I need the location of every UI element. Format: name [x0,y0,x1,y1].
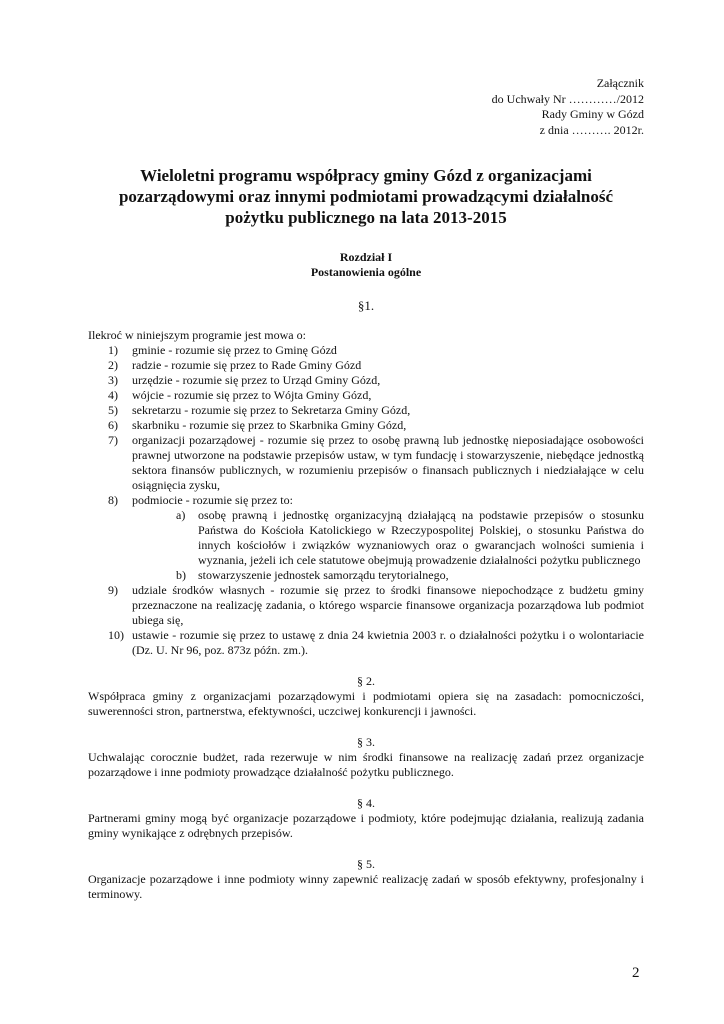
definition-item [88,358,644,373]
section-1-heading: §1. [357,298,375,313]
subitem-text: osobę prawną i jednostkę organizacyjną działającą na podstawie przepisów o stosunku Państwa do Kościoła Katolickiego w Rzeczypospolitej Polskiej, o stosunku Państwa do innych kościołów i związków wyznaniowych oraz o gwarancjach wolności sumienia i wyznania, jeżeli ich cele statutowe obejmują prowadzenie działalności pożytku publicznego [198,508,644,567]
definition-item [88,583,644,628]
item-number: 8) [108,493,118,507]
definition-item [88,433,644,493]
definition-item [88,403,644,418]
section-4-heading: § 4. [357,796,375,810]
item-number: 9) [108,583,118,597]
item-number: 7) [108,433,118,447]
chapter-name: Postanowienia ogólne [310,265,422,279]
page-number: 2 [632,965,640,981]
section-5-text: Organizacje pozarządowe i inne podmioty winny zapewnić realizację zadań w sposób efektywny, profesjonalny i terminowy. [88,872,644,901]
section-2-heading: § 2. [357,674,375,688]
item-number: 1) [108,343,118,357]
definitions-intro: Ilekroć w niniejszym programie jest mowa o: [88,328,306,342]
section-3-text: Uchwalając corocznie budżet, rada rezerwuje w nim środki finansowe na realizację zadań przez organizacje pozarządowe i inne podmioty prowadzące działalność pożytku publicznego. [88,750,644,779]
definition-item [88,388,644,403]
subitem-letter: a) [176,508,186,522]
item-text: organizacji pozarządowej - rozumie się przez to osobę prawną lub jednostkę nieposiadające osobowości prawnej utworzone na podstawie przepisów ustaw, w tym fundację i stowarzyszenie, niebędące jednostką sektora finansów publicznych, w rozumieniu przepisów o finansach publicznych i niedziałające w celu osiągnięcia zysku, [132,433,644,492]
section-5-heading: § 5. [357,857,375,871]
attachment-line: do Uchwały Nr …………/2012 [491,91,644,106]
item-number: 3) [108,373,118,387]
item-text: urzędzie - rozumie się przez to Urząd Gminy Gózd, [132,373,381,387]
definition-item [88,343,644,358]
item-text: udziale środków własnych - rozumie się przez to środki finansowe niepochodzące z budżetu gminy przeznaczone na realizację zadania, o którego wsparcie finansowe organizacja pozarządowa lub podmiot ubiega się, [132,583,644,627]
attachment-line: Załącznik [596,76,644,90]
definition-item [88,373,644,388]
section-2-text: Współpraca gminy z organizacjami pozarządowymi i podmiotami opiera się na zasadach: pomocniczości, suwerenności stron, partnerstwa, efektywności, uczciwej konkurencji i jawności. [88,689,644,718]
item-number: 10) [108,628,124,642]
definitions-list [88,343,644,658]
subitems-list [132,508,644,583]
definition-item [88,493,644,583]
item-text: sekretarzu - rozumie się przez to Sekretarza Gminy Gózd, [132,403,411,417]
item-text: skarbniku - rozumie się przez to Skarbnika Gminy Gózd, [132,418,407,432]
chapter-heading [88,250,644,280]
item-number: 2) [108,358,118,372]
definition-item [88,418,644,433]
section-4-text: Partnerami gminy mogą być organizacje pozarządowe i podmioty, które podejmując działania, realizują zadania gminy wynikające z odrębnych przepisów. [88,811,644,840]
item-text: podmiocie - rozumie się przez to: [132,493,293,507]
subitem-letter: b) [176,568,186,582]
attachment-note [88,76,644,138]
section-3-heading: § 3. [357,735,375,749]
item-number: 5) [108,403,118,417]
item-number: 4) [108,388,118,402]
subitem [132,568,644,583]
subitem [132,508,644,568]
item-text: gminie - rozumie się przez to Gminę Gózd [132,343,337,357]
document-page [88,76,644,902]
subitem-text: stowarzyszenie jednostek samorządu terytorialnego, [198,568,449,582]
item-text: ustawie - rozumie się przez to ustawę z dnia 24 kwietnia 2003 r. o działalności pożytku i o wolontariacie (Dz. U. Nr 96, poz. 873z późn. zm.). [132,628,644,657]
definition-item [88,628,644,658]
chapter-number: Rozdział I [339,250,393,264]
document-title: Wieloletni programu współpracy gminy Gózd z organizacjami pozarządowymi oraz innymi podmiotami prowadzącymi działalność pożytku publicznego na lata 2013-2015 [118,166,614,227]
item-text: radzie - rozumie się przez to Rade Gminy Gózd [132,358,362,372]
attachment-line: Rady Gminy w Gózd [541,107,644,121]
attachment-line: z dnia ………. 2012r. [539,122,644,137]
item-number: 6) [108,418,118,432]
item-text: wójcie - rozumie się przez to Wójta Gminy Gózd, [132,388,372,402]
